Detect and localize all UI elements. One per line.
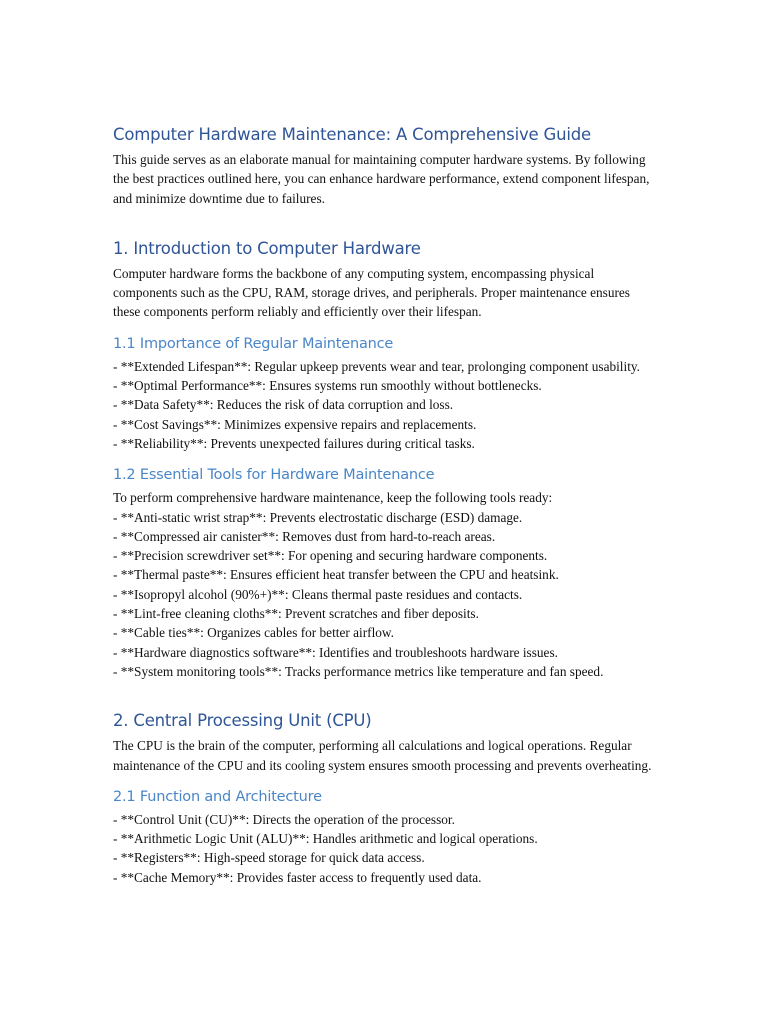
list-item: - **Hardware diagnostics software**: Identifies and troubleshoots hardware issues. [113,644,558,660]
list-item: - **Thermal paste**: Ensures efficient heat transfer between the CPU and heatsink. [113,567,559,583]
list-item: - **Extended Lifespan**: Regular upkeep prevents wear and tear, prolonging component usability. [113,358,640,374]
list-item: - **Data Safety**: Reduces the risk of data corruption and loss. [113,397,454,413]
list-item: - **Cable ties**: Organizes cables for better airflow. [113,625,394,641]
list-item: - **Registers**: High-speed storage for quick data access. [113,850,425,866]
list-item: - **Anti-static wrist strap**: Prevents electrostatic discharge (ESD) damage. [113,509,523,525]
list-item: - **Reliability**: Prevents unexpected failures during critical tasks. [113,435,475,451]
list-item: - **Control Unit (CU)**: Directs the operation of the processor. [113,811,455,827]
document-body [113,125,658,887]
intro-paragraph: This guide serves as an elaborate manual for maintaining computer hardware systems. By following the best practices outlined here, you can enhance hardware performance, extend component lifespan, and minimize downtime due to failures. [113,152,650,206]
subsection-2-1-heading: 2.1 Function and Architecture [113,788,322,805]
section-1-heading: 1. Introduction to Computer Hardware [113,238,421,258]
document-title: Computer Hardware Maintenance: A Comprehensive Guide [113,125,591,144]
list-item: - **Cache Memory**: Provides faster access to frequently used data. [113,869,482,885]
list-item: - **Isopropyl alcohol (90%+)**: Cleans thermal paste residues and contacts. [113,586,523,602]
list-item: - **Compressed air canister**: Removes dust from hard-to-reach areas. [113,528,496,544]
subsection-1-2-heading: 1.2 Essential Tools for Hardware Maintenance [113,467,435,484]
section-2-heading: 2. Central Processing Unit (CPU) [113,711,372,731]
section-2-paragraph: The CPU is the brain of the computer, performing all calculations and logical operations. Regular maintenance of the CPU and its cooling system ensures smooth processing and prevents overheating. [113,738,652,773]
list-item: - **Optimal Performance**: Ensures systems run smoothly without bottlenecks. [113,378,542,394]
list-item: - **Cost Savings**: Minimizes expensive repairs and replacements. [113,416,477,432]
list-item: - **Arithmetic Logic Unit (ALU)**: Handles arithmetic and logical operations. [113,831,538,847]
list-item: - **System monitoring tools**: Tracks performance metrics like temperature and fan speed. [113,663,604,679]
list-lead: To perform comprehensive hardware maintenance, keep the following tools ready: [113,490,553,506]
subsection-2-1-list [113,810,658,887]
subsection-1-2-list [113,488,658,681]
section-1-paragraph: Computer hardware forms the backbone of any computing system, encompassing physical components such as the CPU, RAM, storage drives, and peripherals. Proper maintenance ensures these components perform reliably and efficiently over their lifespan. [113,265,630,320]
list-item: - **Lint-free cleaning cloths**: Prevent scratches and fiber deposits. [113,606,479,622]
subsection-1-1-heading: 1.1 Importance of Regular Maintenance [113,335,394,352]
subsection-1-1-list [113,357,658,453]
list-item: - **Precision screwdriver set**: For opening and securing hardware components. [113,548,548,564]
